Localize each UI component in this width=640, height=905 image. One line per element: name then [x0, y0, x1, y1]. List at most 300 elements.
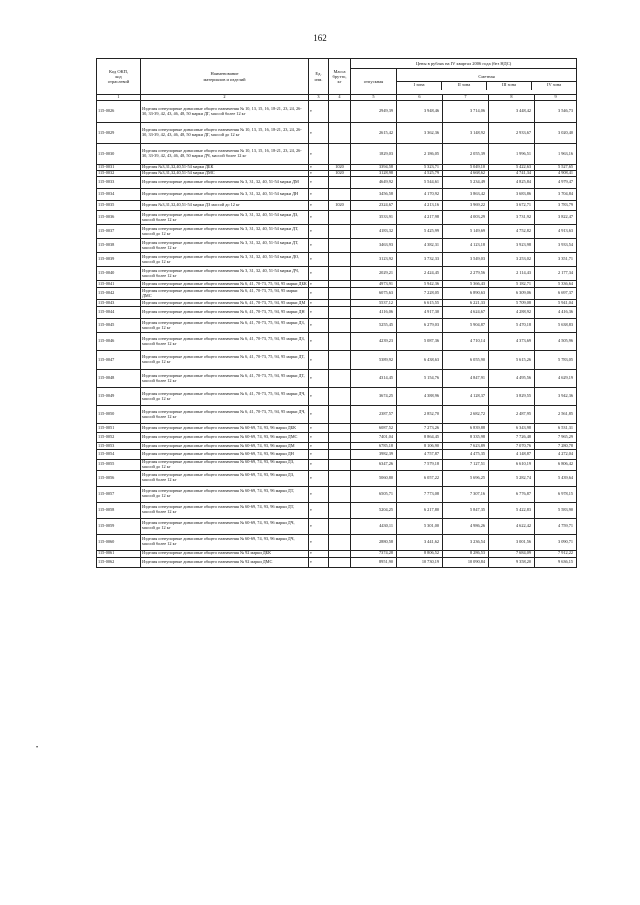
header-gross: Масса брутто, кг: [329, 59, 351, 95]
row-gross: [329, 288, 351, 300]
row-zone1-price: 5 301,00: [397, 518, 443, 534]
table-row: [97, 460, 577, 471]
row-zone2-price: 7 623,89: [443, 443, 489, 450]
row-unit: т: [309, 319, 329, 333]
page-number: 162: [313, 33, 327, 43]
row-unit: т: [309, 123, 329, 144]
header-code: Код ОКП, код отраслевой: [97, 59, 141, 95]
row-zone3-price: 4 373,69: [489, 333, 535, 351]
row-code: 115-0051: [97, 424, 141, 433]
row-name: Изделия №3,31,32,40,51-54 марки ДМС: [141, 171, 309, 177]
row-gross: [329, 388, 351, 406]
row-zone3-price: 4 148,87: [489, 450, 535, 460]
row-gross: [329, 253, 351, 267]
row-zone3-price: 7 684,09: [489, 550, 535, 557]
row-gross: [329, 144, 351, 165]
row-code: 115-0026: [97, 101, 141, 123]
row-zone3-price: 5 615,26: [489, 351, 535, 370]
row-zone2-price: 3 549,03: [443, 253, 489, 267]
row-gross: [329, 486, 351, 502]
row-zone2-price: 5 366,43: [443, 281, 489, 288]
row-zone1-price: 3 732,33: [397, 253, 443, 267]
row-release-price: 3982,39: [351, 450, 397, 460]
row-name: Изделия огнеупорные динасовые общего назначения № 60-69, 74, 93, 96 марки ДЗ, массой более 12 кг: [141, 470, 309, 486]
row-zone4-price: 7 965,29: [535, 433, 577, 443]
table-row: [97, 288, 577, 300]
row-zone3-price: 4 622,42: [489, 518, 535, 534]
row-gross: [329, 534, 351, 550]
row-name: Изделия огнеупорные динасовые общего назначения № 10, 13, 15, 16, 18-21, 23, 24, 26-30, 33-39, 42, 43, 46, 48, 50 марки ДГ, массой до 12 кг: [141, 123, 309, 144]
header-name: Наименование материалов и изделий: [141, 59, 309, 95]
row-zone3-price: 4 825,84: [489, 177, 535, 189]
row-gross: 1020: [329, 201, 351, 211]
row-zone2-price: 6 890,63: [443, 288, 489, 300]
row-name: Изделия №3,31,32,40,51-54 марки ДБК: [141, 165, 309, 171]
row-code: 115-0049: [97, 388, 141, 406]
row-zone3-price: 3 731,92: [489, 211, 535, 225]
row-name: Изделия огнеупорные динасовые общего назначения № 92 марки ДБК: [141, 550, 309, 557]
row-release-price: 7401,04: [351, 433, 397, 443]
row-zone2-price: 4 710,14: [443, 333, 489, 351]
row-unit: т: [309, 557, 329, 567]
row-name: Изделия огнеупорные динасовые общего назначения № 60-69, 74, 93, 96 марки ДЧ, массой до 12 кг: [141, 518, 309, 534]
row-name: Изделия огнеупорные динасовые общего назначения № 60-69, 74, 93, 96 марки ДБК: [141, 424, 309, 433]
row-gross: [329, 300, 351, 307]
table-row: [97, 443, 577, 450]
row-name: Изделия огнеупорные динасовые общего назначения № 3, 31, 32, 40, 51-54 марки ДО, массой до 12 кг: [141, 253, 309, 267]
table-row: [97, 177, 577, 189]
row-zone3-price: 5 182,71: [489, 281, 535, 288]
row-unit: т: [309, 171, 329, 177]
row-gross: 1020: [329, 165, 351, 171]
row-zone1-price: 5 087,36: [397, 333, 443, 351]
row-zone1-price: 5 425,99: [397, 225, 443, 239]
row-zone3-price: 4 495,56: [489, 370, 535, 388]
row-zone1-price: 6 615,55: [397, 300, 443, 307]
row-code: 115-0056: [97, 470, 141, 486]
row-zone4-price: 5 439,64: [535, 470, 577, 486]
row-gross: [329, 307, 351, 319]
row-zone3-price: 6 776,87: [489, 486, 535, 502]
column-number: 6: [397, 95, 443, 101]
row-zone3-price: 6 610,19: [489, 460, 535, 471]
row-code: 115-0033: [97, 177, 141, 189]
table-row: [97, 281, 577, 288]
row-zone2-price: 7 307,16: [443, 486, 489, 502]
row-release-price: 6505,71: [351, 486, 397, 502]
column-number: 3: [309, 95, 329, 101]
row-code: 115-0057: [97, 486, 141, 502]
row-zone2-price: 6 839,88: [443, 424, 489, 433]
row-name: Изделия огнеупорные динасовые общего назначения № 3, 31, 32, 40, 51-54 марки ДЧ, массой более 12 кг: [141, 267, 309, 281]
row-unit: т: [309, 267, 329, 281]
row-name: Изделия огнеупорные динасовые общего назначения № 6, 41, 70-73, 75, 94, 95 марки ДЧ, массой более 12 кг: [141, 406, 309, 424]
row-code: 115-0060: [97, 534, 141, 550]
row-unit: т: [309, 253, 329, 267]
row-release-price: 6075,63: [351, 288, 397, 300]
row-zone1-price: 5 942,36: [397, 281, 443, 288]
row-release-price: 6785,18: [351, 443, 397, 450]
row-unit: т: [309, 502, 329, 518]
row-zone4-price: 6 697,37: [535, 288, 577, 300]
row-unit: т: [309, 550, 329, 557]
row-zone4-price: 5 638,83: [535, 319, 577, 333]
row-release-price: 5389,92: [351, 351, 397, 370]
table-row: [97, 388, 577, 406]
table-row: [97, 518, 577, 534]
row-code: 115-0042: [97, 288, 141, 300]
table-row: [97, 123, 577, 144]
row-zone4-price: 3 546,73: [535, 101, 577, 123]
row-zone1-price: 7 228,05: [397, 288, 443, 300]
row-zone1-price: 4 382,31: [397, 239, 443, 253]
row-name: Изделия огнеупорные динасовые общего назначения № 6, 41, 70-73, 75, 94, 95 марки ДЗ, массой до 12 кг: [141, 319, 309, 333]
row-gross: [329, 518, 351, 534]
row-zone3-price: 5 422,83: [489, 502, 535, 518]
column-number: 8: [489, 95, 535, 101]
row-gross: [329, 239, 351, 253]
row-gross: [329, 370, 351, 388]
header-zone1: I зона: [397, 82, 442, 90]
row-code: 115-0059: [97, 518, 141, 534]
row-gross: [329, 123, 351, 144]
row-code: 115-0048: [97, 370, 141, 388]
table-row: [97, 253, 577, 267]
row-zone1-price: 5 323,71: [397, 165, 443, 171]
row-zone1-price: 3 441,62: [397, 534, 443, 550]
row-zone3-price: 6 309,06: [489, 288, 535, 300]
table-row: [97, 406, 577, 424]
column-number: 5: [351, 95, 397, 101]
row-zone2-price: 7 127,51: [443, 460, 489, 471]
row-code: 115-0050: [97, 406, 141, 424]
row-name: Изделия огнеупорные динасовые общего назначения № 6, 41, 70-73, 75, 94, 95 марки ДТ, массой более 12 кг: [141, 370, 309, 388]
row-zone3-price: 5 709,08: [489, 300, 535, 307]
column-number: 4: [329, 95, 351, 101]
row-zone3-price: 3 683,86: [489, 189, 535, 201]
row-zone2-price: 5 847,35: [443, 502, 489, 518]
row-unit: т: [309, 424, 329, 433]
row-unit: т: [309, 281, 329, 288]
row-name: Изделия огнеупорные динасовые общего назначения № 10, 13, 15, 16, 18-21, 23, 24, 26-30, 33-39, 42, 43, 46, 48, 50 марки ДГ, массой более 12 кг: [141, 101, 309, 123]
row-name: Изделия огнеупорные динасовые общего назначения № 60-69, 74, 93, 96 марки ДЗ, массой до 12 кг: [141, 460, 309, 471]
row-zone2-price: 4 668,62: [443, 171, 489, 177]
row-zone1-price: 8 106,90: [397, 443, 443, 450]
header-prices-title: Цены в рублях на IV квартал 2006 года (без НДС): [351, 59, 577, 69]
row-release-price: 5060,80: [351, 470, 397, 486]
row-zone1-price: 2 852,70: [397, 406, 443, 424]
row-release-price: 2880,58: [351, 534, 397, 550]
row-zone4-price: 4 629,19: [535, 370, 577, 388]
row-release-price: 2615,42: [351, 123, 397, 144]
row-zone3-price: 3 001,56: [489, 534, 535, 550]
row-zone1-price: 8 806,52: [397, 550, 443, 557]
row-release-price: 7374,28: [351, 550, 397, 557]
row-name: Изделия огнеупорные динасовые общего назначения № 60-69, 74, 93, 96 марки ДТ, массой более 12 кг: [141, 502, 309, 518]
row-code: 115-0045: [97, 319, 141, 333]
table-row: [97, 534, 577, 550]
column-number: 9: [535, 95, 577, 101]
row-release-price: 8951,90: [351, 557, 397, 567]
row-release-price: 3533,91: [351, 211, 397, 225]
row-code: 115-0043: [97, 300, 141, 307]
row-zone4-price: 3 933,54: [535, 239, 577, 253]
row-unit: т: [309, 177, 329, 189]
row-zone4-price: 5 527,65: [535, 165, 577, 171]
table-row: [97, 319, 577, 333]
row-release-price: 3463,93: [351, 239, 397, 253]
row-zone4-price: 4 759,71: [535, 518, 577, 534]
row-zone2-price: 8 335,98: [443, 433, 489, 443]
row-code: 115-0034: [97, 189, 141, 201]
row-code: 115-0046: [97, 333, 141, 351]
row-release-price: 4649,92: [351, 177, 397, 189]
row-name: Изделия огнеупорные динасовые общего назначения № 60-69, 74, 93, 96 марки ДН: [141, 450, 309, 460]
row-zone4-price: 3 942,36: [535, 388, 577, 406]
table-row: [97, 201, 577, 211]
table-row: [97, 211, 577, 225]
table-row: [97, 424, 577, 433]
row-code: 115-0038: [97, 239, 141, 253]
row-release-price: 5204,25: [351, 502, 397, 518]
row-zone4-price: 3 822,47: [535, 211, 577, 225]
row-unit: т: [309, 486, 329, 502]
table-row: [97, 101, 577, 123]
header-zone2: II зона: [442, 82, 487, 90]
row-unit: т: [309, 406, 329, 424]
table-row: [97, 351, 577, 370]
table-row: [97, 470, 577, 486]
row-gross: [329, 333, 351, 351]
row-name: Изделия огнеупорные динасовые общего назначения № 6, 41, 70-73, 75, 94, 95 марки ДМ: [141, 300, 309, 307]
row-release-price: 4430,11: [351, 518, 397, 534]
row-zone2-price: 3 969,22: [443, 201, 489, 211]
row-zone1-price: 6 217,80: [397, 502, 443, 518]
row-gross: [329, 450, 351, 460]
row-zone3-price: 2 933,67: [489, 123, 535, 144]
row-zone4-price: 5 583,90: [535, 502, 577, 518]
row-name: Изделия огнеупорные динасовые общего назначения № 6, 41, 70-73, 75, 94, 95 марки ДМС: [141, 288, 309, 300]
table-row: [97, 370, 577, 388]
header-row-top: [97, 59, 577, 69]
row-code: 115-0053: [97, 443, 141, 450]
table-row: [97, 433, 577, 443]
row-zone3-price: 2 114,43: [489, 267, 535, 281]
row-zone1-price: 6 057,22: [397, 470, 443, 486]
row-zone2-price: 4 123,18: [443, 239, 489, 253]
row-release-price: 5255,45: [351, 319, 397, 333]
row-zone1-price: 4 757,87: [397, 450, 443, 460]
row-release-price: 2949,39: [351, 101, 397, 123]
row-code: 115-0040: [97, 267, 141, 281]
header-zone3: III зона: [487, 82, 532, 90]
row-zone4-price: 6 978,15: [535, 486, 577, 502]
row-zone3-price: 7 070,76: [489, 443, 535, 450]
row-release-price: 6087,52: [351, 424, 397, 433]
row-name: Изделия огнеупорные динасовые общего назначения № 3, 31, 32, 40, 51-54 марки ДЗ, массой более 12 кг: [141, 211, 309, 225]
row-zone4-price: 3 783,79: [535, 201, 577, 211]
row-gross: 1020: [329, 171, 351, 177]
row-zone1-price: 4 388,96: [397, 388, 443, 406]
row-gross: [329, 211, 351, 225]
row-release-price: 2387,57: [351, 406, 397, 424]
row-name: Изделия огнеупорные динасовые общего назначения № 6, 41, 70-73, 75, 94, 95 марки ДТ, массой до 12 кг: [141, 351, 309, 370]
row-name: Изделия №3,31,32,40,51-54 марки ДЗ массой до 12 кг: [141, 201, 309, 211]
row-unit: т: [309, 433, 329, 443]
row-name: Изделия огнеупорные динасовые общего назначения № 60-69, 74, 93, 96 марки ДЧ, массой более 12 кг: [141, 534, 309, 550]
row-code: 115-0035: [97, 201, 141, 211]
row-name: Изделия огнеупорные динасовые общего назначения № 3, 31, 32, 40, 51-54 марки ДН: [141, 189, 309, 201]
row-zone2-price: 8 286,53: [443, 550, 489, 557]
row-gross: [329, 550, 351, 557]
row-code: 115-0037: [97, 225, 141, 239]
row-release-price: 1829,03: [351, 144, 397, 165]
header-zone4: IV зона: [546, 81, 562, 87]
row-code: 115-0036: [97, 211, 141, 225]
row-zone4-price: 7 912,22: [535, 550, 577, 557]
row-zone3-price: 3 672,71: [489, 201, 535, 211]
row-name: Изделия огнеупорные динасовые общего назначения № 60-69, 74, 93, 96 марки ДМС: [141, 433, 309, 443]
row-zone1-price: 8 864,45: [397, 433, 443, 443]
column-number: 7: [443, 95, 489, 101]
row-zone4-price: 3 351,71: [535, 253, 577, 267]
row-zone1-price: 10 730,19: [397, 557, 443, 567]
row-zone3-price: 3 448,42: [489, 101, 535, 123]
row-zone4-price: 5 336,64: [535, 281, 577, 288]
side-mark: •: [36, 745, 39, 751]
row-name: Изделия огнеупорные динасовые общего назначения № 60-69, 74, 93, 96 марки ДМ: [141, 443, 309, 450]
row-gross: [329, 406, 351, 424]
table-row: [97, 144, 577, 165]
row-zone4-price: 1 963,16: [535, 144, 577, 165]
row-code: 115-0030: [97, 144, 141, 165]
row-zone1-price: 2 424,45: [397, 267, 443, 281]
row-code: 115-0058: [97, 502, 141, 518]
table-row: [97, 307, 577, 319]
row-gross: [329, 101, 351, 123]
row-zone3-price: 3 253,02: [489, 253, 535, 267]
row-zone1-price: 2 186,05: [397, 144, 443, 165]
table-row: [97, 557, 577, 567]
row-zone3-price: 2 487,95: [489, 406, 535, 424]
row-name: Изделия огнеупорные динасовые общего назначения № 60-69, 74, 93, 96 марки ДТ, массой до 12 кг: [141, 486, 309, 502]
row-code: 115-0039: [97, 253, 141, 267]
row-unit: т: [309, 101, 329, 123]
row-gross: [329, 460, 351, 471]
row-gross: [329, 424, 351, 433]
row-name: Изделия огнеупорные динасовые общего назначения № 6, 41, 70-73, 75, 94, 95 марки ДЗ, массой более 12 кг: [141, 333, 309, 351]
row-zone1-price: 5 154,76: [397, 370, 443, 388]
row-gross: [329, 557, 351, 567]
row-zone2-price: 4 847,91: [443, 370, 489, 388]
row-zone3-price: 5 470,18: [489, 319, 535, 333]
row-zone1-price: 7 273,26: [397, 424, 443, 433]
row-unit: т: [309, 288, 329, 300]
row-zone2-price: 3 863,42: [443, 189, 489, 201]
row-unit: т: [309, 518, 329, 534]
row-zone4-price: 6 531,31: [535, 424, 577, 433]
row-unit: т: [309, 144, 329, 165]
row-zone3-price: 4 752,82: [489, 225, 535, 239]
row-release-price: 4183,32: [351, 225, 397, 239]
row-zone4-price: 4 913,63: [535, 225, 577, 239]
row-release-price: 6347,26: [351, 460, 397, 471]
row-release-price: 4116,06: [351, 307, 397, 319]
row-gross: [329, 281, 351, 288]
row-code: 115-0052: [97, 433, 141, 443]
row-gross: [329, 177, 351, 189]
table-row: [97, 450, 577, 460]
row-gross: [329, 502, 351, 518]
row-unit: т: [309, 225, 329, 239]
row-zone1-price: 3 362,36: [397, 123, 443, 144]
table-row: [97, 502, 577, 518]
row-release-price: 3123,92: [351, 253, 397, 267]
row-unit: т: [309, 370, 329, 388]
row-name: Изделия огнеупорные динасовые общего назначения № 3, 31, 32, 40, 51-54 марки ДТ, массой до 12 кг: [141, 225, 309, 239]
row-name: Изделия огнеупорные динасовые общего назначения № 10, 13, 15, 16, 18-21, 23, 24, 26-30, 33-39, 42, 43, 46, 48, 50 марки ДЧ, массой более 12 кг: [141, 144, 309, 165]
row-code: 115-0062: [97, 557, 141, 567]
row-release-price: 4973,91: [351, 281, 397, 288]
row-zone2-price: 4 128,37: [443, 388, 489, 406]
row-zone2-price: 5 696,25: [443, 470, 489, 486]
row-zone1-price: 4 917,30: [397, 307, 443, 319]
row-zone2-price: 5 234,49: [443, 177, 489, 189]
row-zone1-price: 4 525,79: [397, 171, 443, 177]
table-row: [97, 189, 577, 201]
header-release: отпускная: [351, 69, 397, 95]
row-gross: [329, 433, 351, 443]
row-gross: [329, 443, 351, 450]
row-zone1-price: 4 170,92: [397, 189, 443, 201]
row-zone2-price: 4 986,26: [443, 518, 489, 534]
row-release-price: 3674,25: [351, 388, 397, 406]
row-zone4-price: 2 561,85: [535, 406, 577, 424]
row-zone1-price: 5 544,61: [397, 177, 443, 189]
row-release-price: 4314,45: [351, 370, 397, 388]
table-row: [97, 486, 577, 502]
price-table: [96, 58, 577, 568]
row-zone4-price: 4 272,04: [535, 450, 577, 460]
row-zone4-price: 3 020,40: [535, 123, 577, 144]
row-zone3-price: 7 726,48: [489, 433, 535, 443]
row-zone3-price: 3 829,55: [489, 388, 535, 406]
row-zone4-price: 5 783,05: [535, 351, 577, 370]
table-row: [97, 550, 577, 557]
row-zone3-price: 6 343,98: [489, 424, 535, 433]
row-code: 115-0047: [97, 351, 141, 370]
row-gross: [329, 319, 351, 333]
row-unit: т: [309, 201, 329, 211]
row-unit: т: [309, 307, 329, 319]
row-zone2-price: 4 475,35: [443, 450, 489, 460]
row-zone2-price: 3 714,06: [443, 101, 489, 123]
row-unit: т: [309, 388, 329, 406]
row-zone3-price: 3 923,98: [489, 239, 535, 253]
row-code: 115-0029: [97, 123, 141, 144]
row-zone2-price: 5 149,69: [443, 225, 489, 239]
table-row: [97, 239, 577, 253]
row-zone3-price: 4 288,92: [489, 307, 535, 319]
row-gross: [329, 267, 351, 281]
row-unit: т: [309, 470, 329, 486]
row-zone2-price: 5 049,10: [443, 165, 489, 171]
row-name: Изделия огнеупорные динасовые общего назначения № 92 марки ДМС: [141, 557, 309, 567]
row-zone4-price: 4 979,47: [535, 177, 577, 189]
row-zone3-price: 9 358,20: [489, 557, 535, 567]
row-zone1-price: 3 948,46: [397, 101, 443, 123]
row-name: Изделия огнеупорные динасовые общего назначения № 6, 41, 70-73, 75, 94, 95 марки ДЧ, массой до 12 кг: [141, 388, 309, 406]
